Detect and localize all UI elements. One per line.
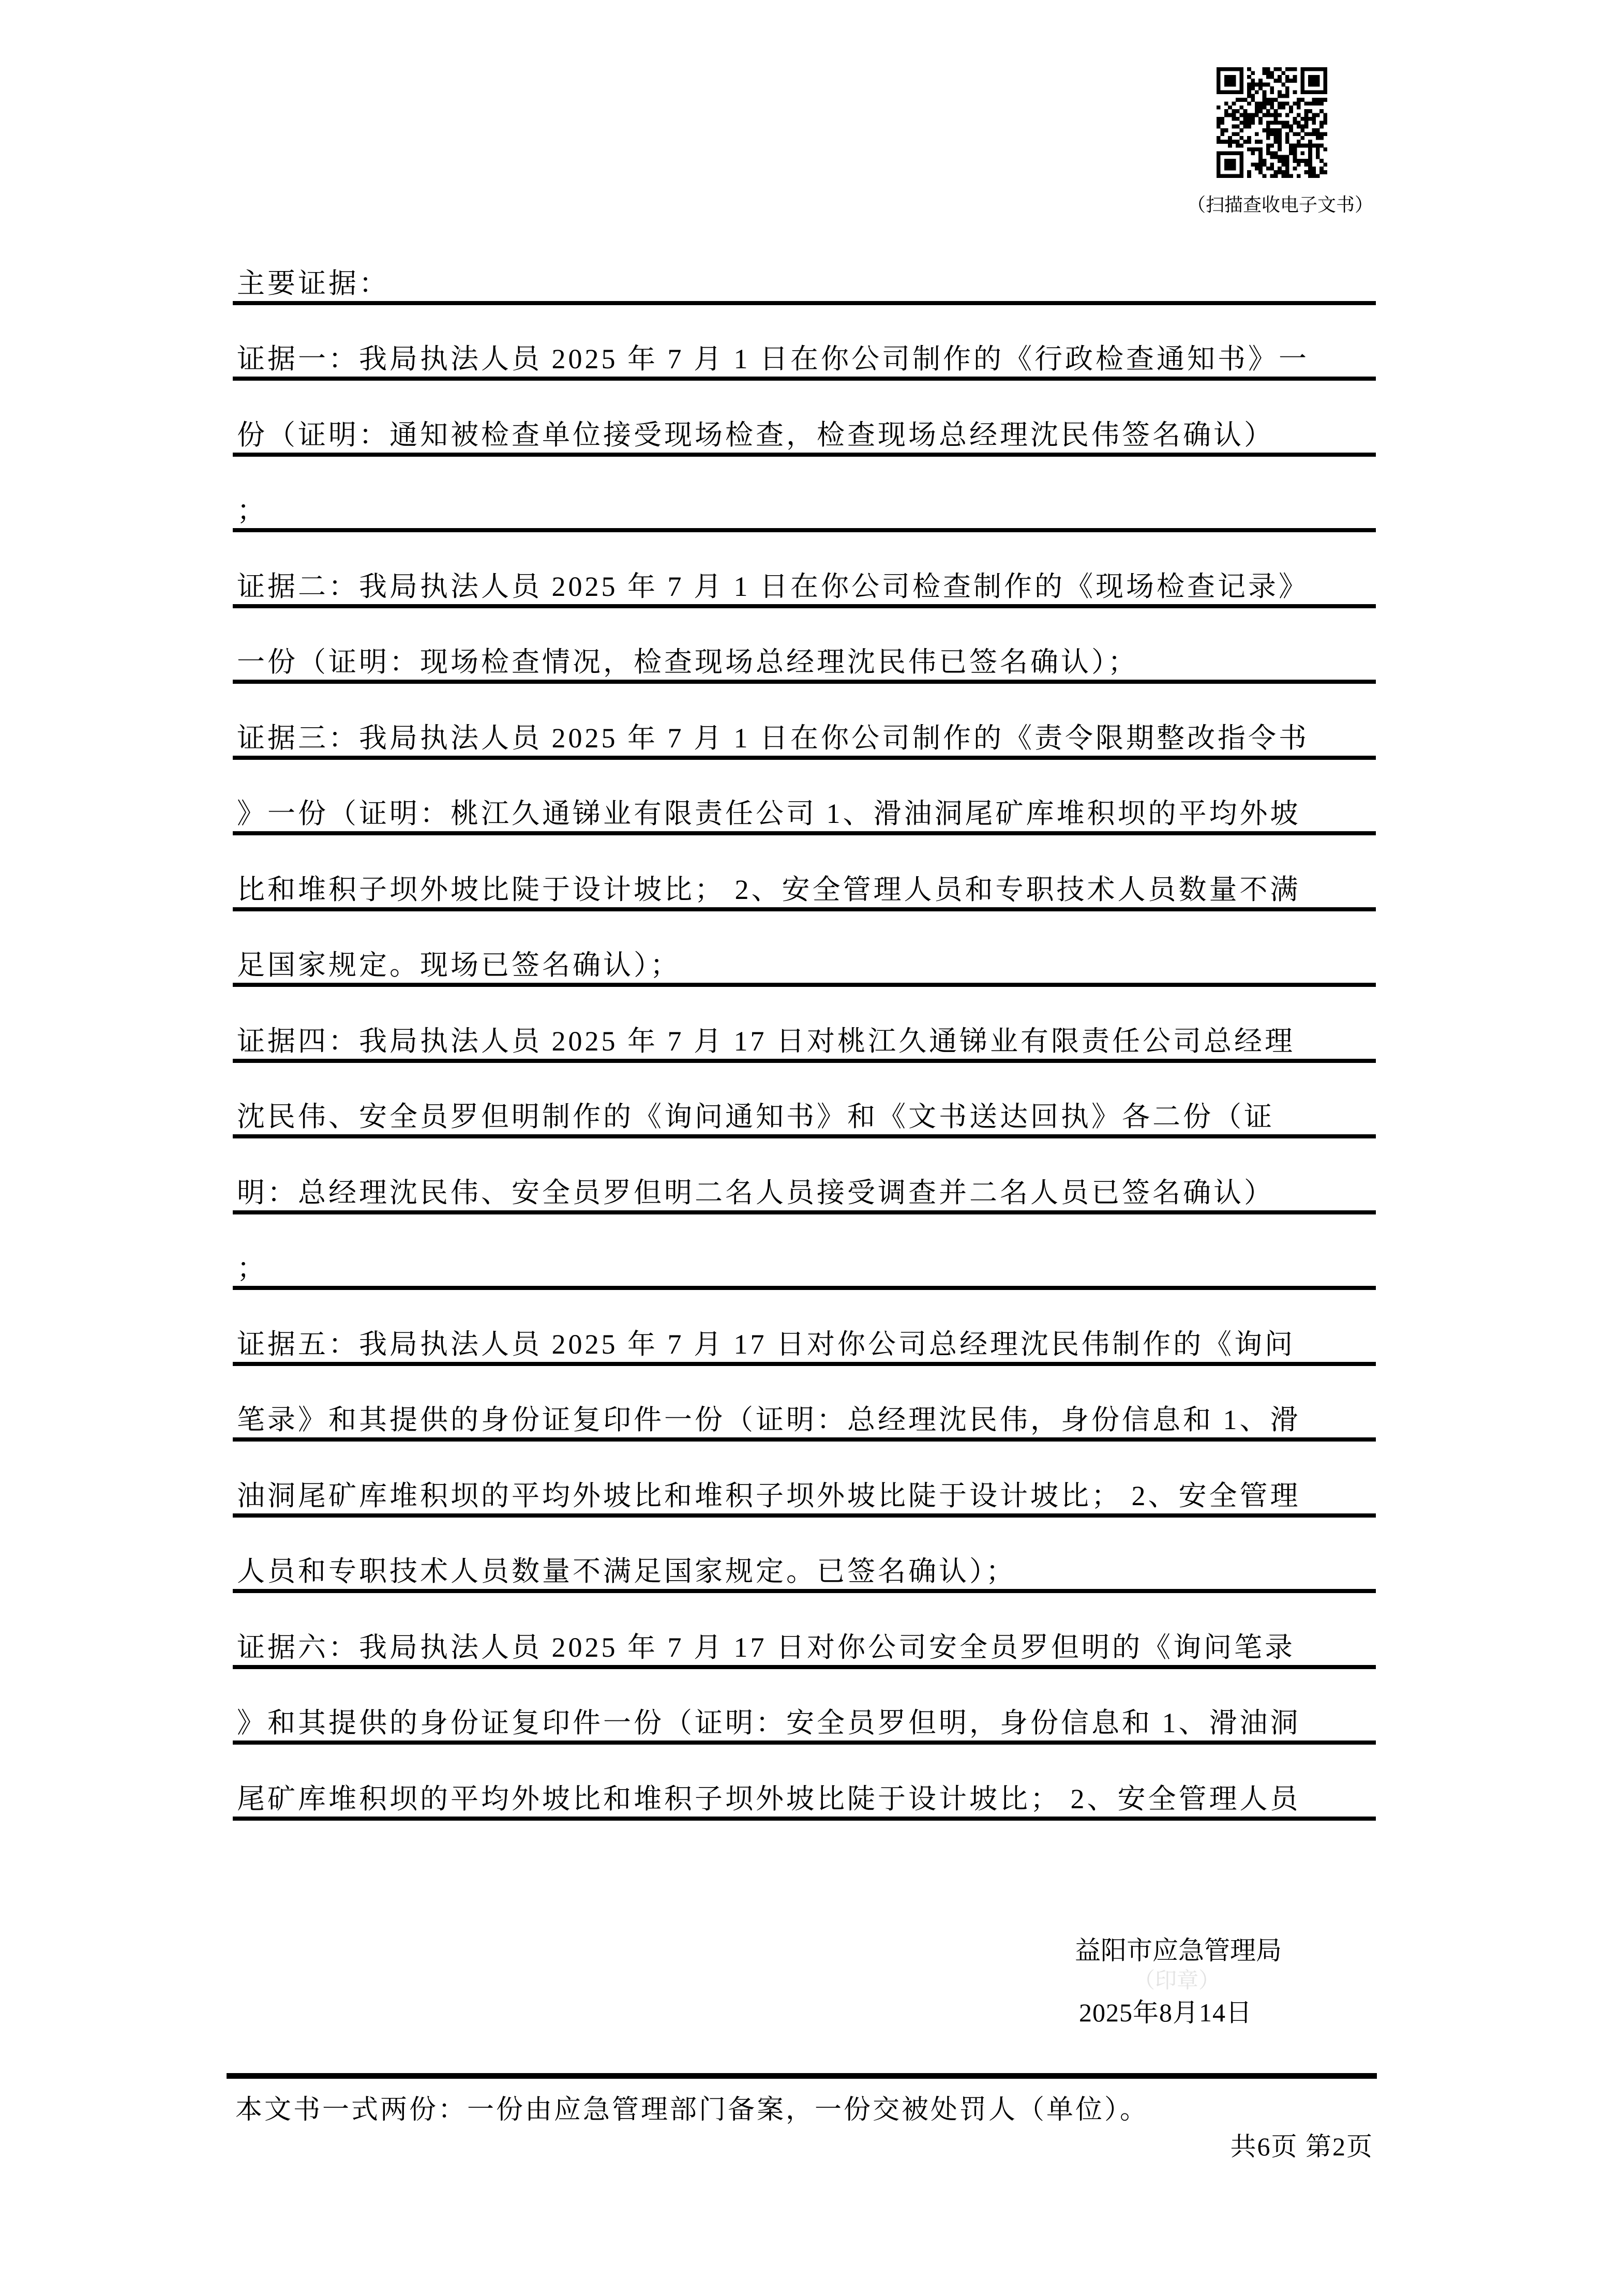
evidence-line: 证据一：我局执法人员 2025 年 7 月 1 日在你公司制作的《行政检查通知书》一 (233, 339, 1376, 381)
footer-divider (227, 2073, 1377, 2079)
evidence-line: ； (233, 1249, 1376, 1290)
evidence-line: 明：总经理沈民伟、安全员罗但明二名人员接受调查并二名人员已签名确认） (233, 1173, 1376, 1214)
evidence-line: 油洞尾矿库堆积坝的平均外坡比和堆积子坝外坡比陡于设计坡比； 2、安全管理 (233, 1476, 1376, 1518)
evidence-line: 人员和专职技术人员数量不满足国家规定。已签名确认）； (233, 1552, 1376, 1593)
main-evidence-heading: 主要证据： (233, 264, 1376, 305)
evidence-line: 证据三：我局执法人员 2025 年 7 月 1 日在你公司制作的《责令限期整改指令书 (233, 718, 1376, 760)
page-number: 共6页 第2页 (1230, 2132, 1373, 2161)
footer-note: 本文书一式两份：一份由应急管理部门备案，一份交被处罚人（单位）。 (235, 2095, 1149, 2125)
evidence-line: 份（证明：通知被检查单位接受现场检查，检查现场总经理沈民伟签名确认） (233, 415, 1376, 457)
evidence-line: 足国家规定。现场已签名确认）； (233, 946, 1376, 987)
evidence-line: 证据二：我局执法人员 2025 年 7 月 1 日在你公司检查制作的《现场检查记录》 (233, 567, 1376, 608)
seal-placeholder: （印章） (1133, 1969, 1220, 1993)
qr-caption: （扫描查收电子文书） (1187, 194, 1374, 215)
evidence-line: 笔录》和其提供的身份证复印件一份（证明：总经理沈民伟，身份信息和 1、滑 (233, 1400, 1376, 1442)
qr-code (1217, 67, 1327, 178)
evidence-line: 证据六：我局执法人员 2025 年 7 月 17 日对你公司安全员罗但明的《询问笔录 (233, 1628, 1376, 1669)
evidence-line: 证据五：我局执法人员 2025 年 7 月 17 日对你公司总经理沈民伟制作的《询问 (233, 1325, 1376, 1366)
evidence-line: 一份（证明：现场检查情况，检查现场总经理沈民伟已签名确认）； (233, 642, 1376, 684)
evidence-line: 尾矿库堆积坝的平均外坡比和堆积子坝外坡比陡于设计坡比； 2、安全管理人员 (233, 1779, 1376, 1821)
evidence-line: 比和堆积子坝外坡比陡于设计坡比； 2、安全管理人员和专职技术人员数量不满 (233, 870, 1376, 911)
evidence-line: 沈民伟、安全员罗但明制作的《询问通知书》和《文书送达回执》各二份（证 (233, 1097, 1376, 1138)
evidence-line: 》一份（证明：桃江久通锑业有限责任公司 1、滑油洞尾矿库堆积坝的平均外坡 (233, 794, 1376, 835)
issuing-agency: 益阳市应急管理局 (1075, 1936, 1282, 1965)
evidence-line: 证据四：我局执法人员 2025 年 7 月 17 日对桃江久通锑业有限责任公司总经理 (233, 1022, 1376, 1063)
issue-date: 2025年8月14日 (1079, 1998, 1252, 2027)
evidence-line: ； (233, 491, 1376, 532)
evidence-line: 》和其提供的身份证复印件一份（证明：安全员罗但明，身份信息和 1、滑油洞 (233, 1703, 1376, 1745)
